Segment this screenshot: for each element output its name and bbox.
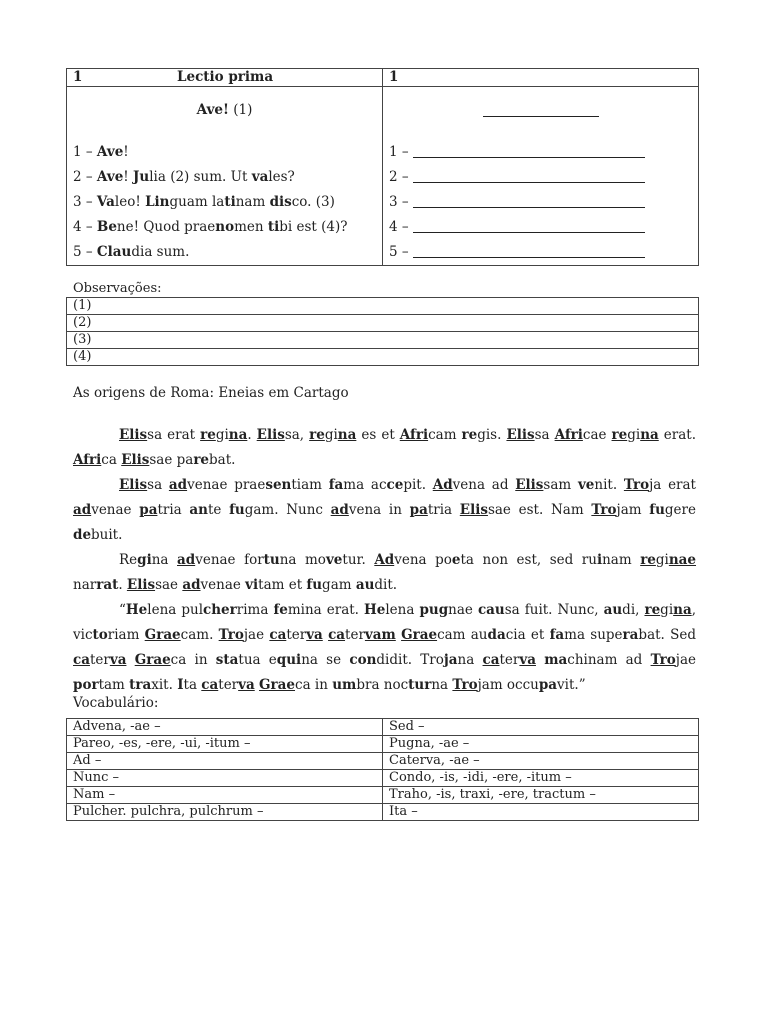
observations-label: Observações:	[73, 281, 162, 296]
vocabulary-table	[66, 718, 699, 821]
dialogue-title: Ave! (1)	[196, 102, 253, 118]
lesson-title: Lectio prima	[177, 69, 274, 85]
latin-passage	[73, 423, 696, 698]
translation-line[interactable]: 3 –	[389, 190, 692, 215]
observations-table	[66, 297, 699, 366]
vocab-cell: Pulcher. pulchra, pulchrum –	[67, 804, 383, 821]
vocab-cell: Ita –	[383, 804, 699, 821]
lesson-number: 1	[73, 69, 83, 85]
vocab-cell: Sed –	[383, 719, 699, 736]
vocab-cell: Traho, -is, traxi, -ere, tractum –	[383, 787, 699, 804]
dialogue-line: 4 – Bene! Quod praenomen tibi est (4)?	[73, 219, 348, 235]
vocab-cell: Condo, -is, -idi, -ere, -itum –	[383, 770, 699, 787]
vocabulary-label: Vocabulário:	[73, 695, 159, 711]
observation-row: (1)	[67, 298, 699, 315]
vocab-cell: Nam –	[67, 787, 383, 804]
translation-line[interactable]: 5 –	[389, 240, 692, 265]
translation-title-blank[interactable]	[389, 102, 692, 124]
dialogue-line: 1 – Ave!	[73, 144, 129, 160]
observation-row: (2)	[67, 315, 699, 332]
vocab-cell: Nunc –	[67, 770, 383, 787]
passage-paragraph: Regina advenae fortuna movetur. Advena poeta non est, sed ruinam reginae narrat. Elissae advenae vitam et fugam audit.	[73, 552, 697, 593]
translation-line[interactable]: 4 –	[389, 215, 692, 240]
translation-line[interactable]: 2 –	[389, 165, 692, 190]
passage-paragraph: Elissa advenae praesentiam fama accepit. Advena ad Elissam venit. Troja erat advenae patria ante fugam. Nunc advena in patria Elissae est. Nam Trojam fugere debuit.	[73, 477, 696, 543]
dialogue-line: 5 – Claudia sum.	[73, 244, 190, 260]
lesson-header-left	[67, 69, 383, 87]
vocab-cell: Ad –	[67, 753, 383, 770]
passage-title: As origens de Roma: Eneias em Cartago	[73, 385, 349, 401]
translation-line[interactable]: 1 –	[389, 140, 692, 165]
dialogue-line: 3 – Valeo! Linguam latinam disco. (3)	[73, 194, 335, 210]
passage-paragraph: Elissa erat regina. Elissa, regina es et Africam regis. Elissa Africae regina erat. Africa Elissae parebat.	[73, 427, 696, 468]
observation-row: (4)	[67, 349, 699, 366]
vocab-cell: Caterva, -ae –	[383, 753, 699, 770]
observation-row: (3)	[67, 332, 699, 349]
latin-dialogue	[67, 87, 383, 266]
vocab-cell: Advena, -ae –	[67, 719, 383, 736]
vocab-cell: Pugna, -ae –	[383, 736, 699, 753]
vocab-cell: Pareo, -es, -ere, -ui, -itum –	[67, 736, 383, 753]
lesson-header-right: 1	[383, 69, 699, 87]
dialogue-line: 2 – Ave! Julia (2) sum. Ut vales?	[73, 169, 295, 185]
translation-column	[383, 87, 699, 266]
lesson-table	[66, 68, 699, 266]
passage-paragraph: “Helena pulcherrima femina erat. Helena pugnae causa fuit. Nunc, audi, regina, victoriam Graecam. Trojae caterva catervam Graecam audacia et fama superabat. Sed caterva Graeca in statua equina se condidit. Trojana caterva machinam ad Trojae portam traxit. Ita caterva Graeca in umbra nocturna Trojam occupavit.”	[73, 602, 696, 693]
